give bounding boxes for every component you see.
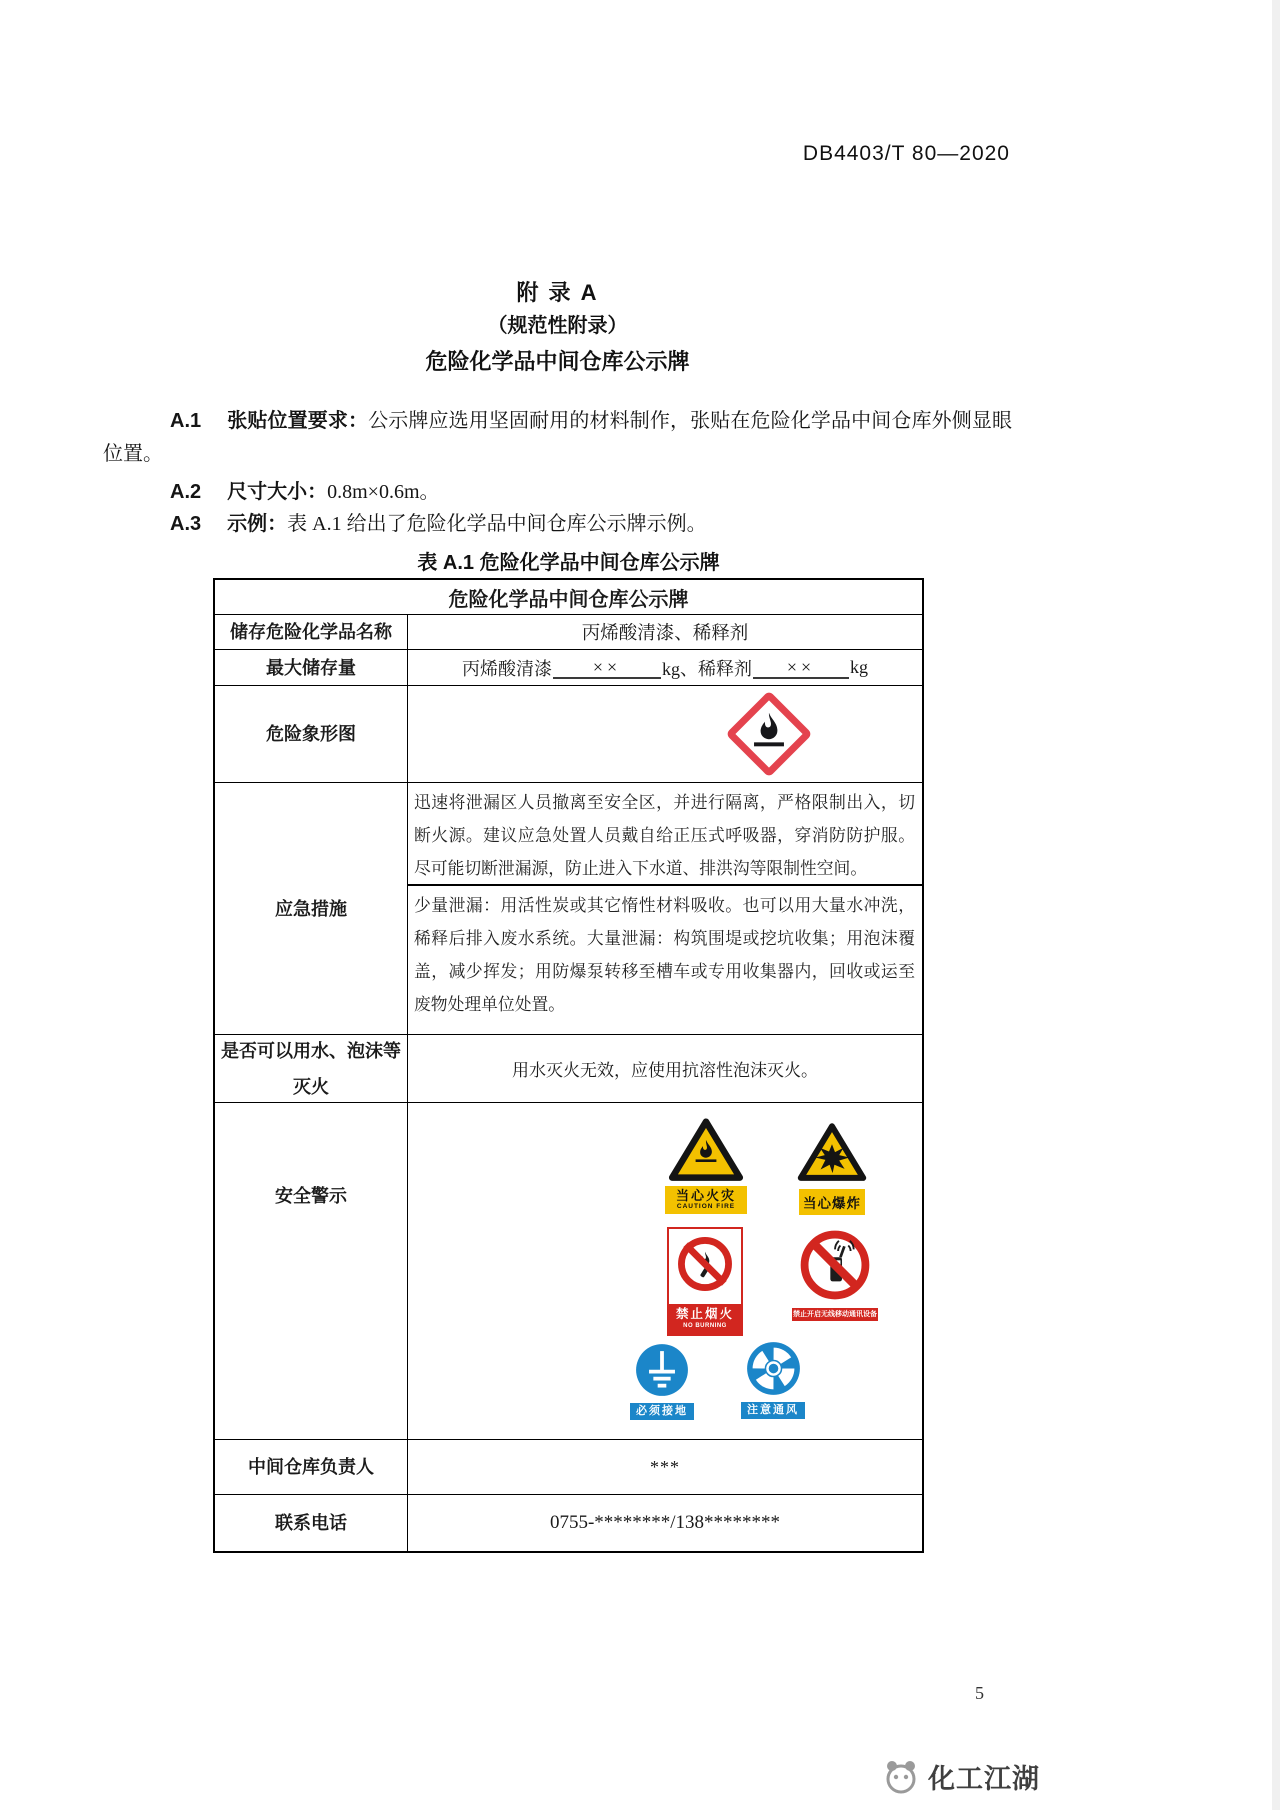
- max-storage-unit1: kg、: [662, 658, 698, 679]
- sign-caption-zh: 当心爆炸: [803, 1196, 861, 1211]
- sign-caption: [665, 1186, 747, 1214]
- table-row: [215, 1439, 922, 1494]
- sign-caption-zh: 禁止烟火: [675, 1307, 734, 1321]
- no-burning-image: [669, 1229, 741, 1304]
- sign-caption: [799, 1189, 865, 1215]
- emergency-paragraph-1: 迅速将泄漏区人员撤离至安全区，并进行隔离，严格限制出入，切断火源。建议应急处置人员戴自给正压式呼吸器，穿消防防护服。尽可能切断泄漏源，防止进入下水道、排洪沟等限制性空间。: [408, 783, 922, 886]
- sign-no-wireless: [792, 1226, 878, 1321]
- clause-a3-number: A.3: [170, 513, 202, 535]
- row-label-max-storage: 最大储存量: [215, 650, 408, 685]
- must-ground-mandatory-icon: [635, 1343, 689, 1397]
- sign-no-burning: [667, 1227, 743, 1336]
- clause-a1-number: A.1: [170, 410, 202, 432]
- table-row: [215, 685, 922, 782]
- extinguish-value: 用水灭火无效，应使用抗溶性泡沫灭火。: [512, 1061, 818, 1080]
- table-header: 危险化学品中间仓库公示牌: [448, 588, 689, 611]
- ghs-flame-diamond-icon: [725, 690, 813, 778]
- page-number: 5: [975, 1683, 984, 1703]
- watermark: [880, 1756, 1040, 1796]
- sign-ventilation: [741, 1341, 805, 1419]
- pictogram-cell: [408, 686, 922, 782]
- clause-a1-label: 张贴位置要求：: [227, 410, 369, 432]
- emergency-cell: [408, 783, 922, 1034]
- table-row: [215, 649, 922, 685]
- sign-caption: [792, 1308, 878, 1321]
- safety-signs-cell: [408, 1103, 922, 1439]
- row-label-pictogram: 危险象形图: [215, 686, 408, 782]
- clause-a2: [103, 476, 1012, 509]
- row-label-extinguish: 是否可以用水、泡沫等灭火: [215, 1035, 408, 1102]
- emergency-paragraph-2: 少量泄漏：用活性炭或其它惰性材料吸收。也可以用大量水冲洗，稀释后排入废水系统。大量泄漏：构筑围堤或挖坑收集；用泡沫覆盖，减少挥发；用防爆泵转移至槽车或专用收集器内，回收或运至废物处理单位处置。: [414, 896, 915, 1014]
- sign-caption-zh: 当心火灾: [675, 1188, 736, 1203]
- clause-a1-text: 公示牌应选用坚固耐用的材料制作，张贴在危险化学品中间仓库外侧显眼位置。: [103, 410, 1012, 465]
- clause-a1: [103, 405, 1012, 471]
- appendix-title: 附 录 A: [516, 280, 599, 305]
- max-storage-prefix2: 稀释剂: [698, 658, 752, 679]
- scan-edge-strip: [1272, 0, 1280, 1810]
- row-label-manager: 中间仓库负责人: [215, 1440, 408, 1494]
- phone-value: 0755-********/138********: [549, 1512, 781, 1533]
- row-label-phone: 联系电话: [215, 1495, 408, 1551]
- sign-must-ground: [630, 1343, 694, 1420]
- manager-value: ***: [650, 1456, 680, 1477]
- clause-a3-text: 表 A.1 给出了危险化学品中间仓库公示牌示例。: [287, 513, 707, 535]
- clause-a3: [103, 508, 1012, 541]
- row-label-emergency: 应急措施: [215, 783, 408, 1034]
- table-row: [215, 580, 922, 614]
- row-label-safety-warning: 安全警示: [215, 1103, 408, 1439]
- watermark-logo-icon: [880, 1756, 922, 1796]
- no-wireless-device-prohibition-icon: [796, 1226, 874, 1304]
- max-storage-blank2: [753, 657, 849, 679]
- sign-caption: [669, 1304, 741, 1334]
- watermark-text: 化工江湖: [928, 1763, 1040, 1794]
- table-row: [215, 1034, 922, 1102]
- table-row: [215, 782, 922, 1034]
- clause-a2-text: 0.8m×0.6m。: [327, 481, 440, 503]
- no-burning-card: [667, 1227, 743, 1336]
- notice-board-table: [213, 578, 924, 1553]
- caution-fire-triangle-icon: [667, 1115, 745, 1183]
- clause-a2-number: A.2: [170, 481, 202, 503]
- sign-caution-explosion: [796, 1120, 868, 1215]
- table-caption: 表 A.1 危险化学品中间仓库公示牌: [417, 552, 720, 574]
- ventilation-mandatory-icon: [746, 1341, 801, 1396]
- doc-number: DB4403/T 80—2020: [802, 142, 1010, 165]
- max-storage-amount1: ××: [592, 656, 622, 677]
- sign-caption-en: CAUTION FIRE: [676, 1203, 736, 1210]
- max-storage-amount2: ××: [786, 656, 816, 677]
- sign-caption-en: NO BURNING: [683, 1323, 727, 1329]
- sign-caption: [741, 1402, 805, 1419]
- clause-a2-label: 尺寸大小：: [227, 481, 328, 503]
- sign-caption-zh: 禁止开启无线移动通讯设备: [793, 1311, 877, 1318]
- row-label-chemical-name: 储存危险化学品名称: [215, 615, 408, 649]
- max-storage-unit2: kg: [850, 657, 868, 677]
- sign-caption: [630, 1403, 694, 1420]
- table-row: [215, 1494, 922, 1551]
- table-row: [215, 614, 922, 649]
- appendix-subtitle: （规范性附录）: [487, 315, 628, 337]
- appendix-heading: 危险化学品中间仓库公示牌: [425, 349, 690, 374]
- table-row: [215, 1102, 922, 1439]
- max-storage-prefix1: 丙烯酸清漆: [462, 658, 552, 679]
- max-storage-value: [408, 650, 922, 685]
- max-storage-blank1: [553, 657, 661, 679]
- sign-caption-zh: 注意通风: [747, 1404, 799, 1416]
- chemical-name-value: 丙烯酸清漆、稀释剂: [581, 624, 749, 644]
- caution-explosion-triangle-icon: [796, 1120, 868, 1183]
- clause-a3-label: 示例：: [227, 513, 288, 535]
- sign-caption-zh: 必须接地: [636, 1405, 688, 1417]
- sign-caution-fire: [664, 1115, 748, 1214]
- no-burning-prohibition-icon: [674, 1233, 736, 1295]
